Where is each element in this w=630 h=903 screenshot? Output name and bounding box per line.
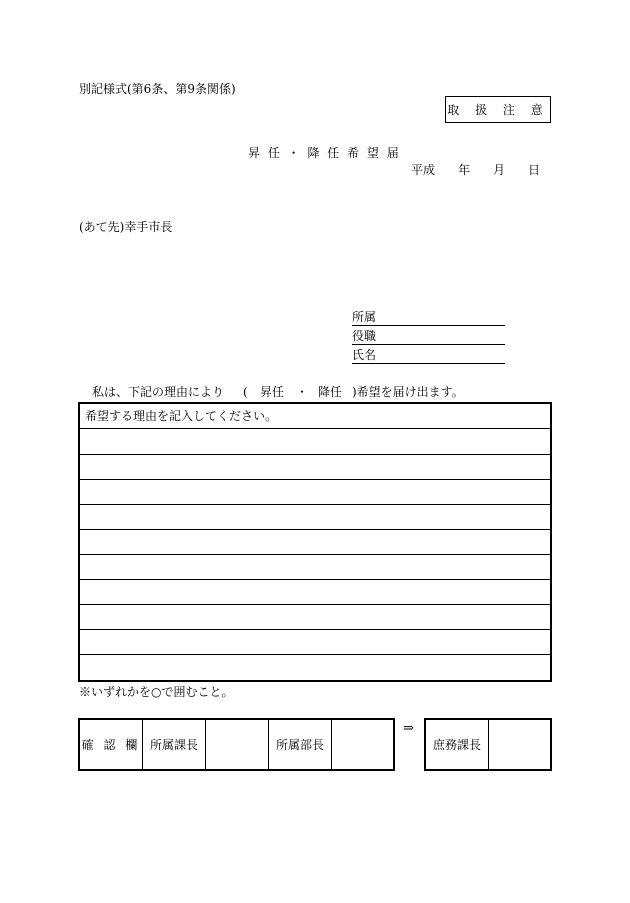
handling-notice-text: 取 扱 注 意 bbox=[447, 103, 549, 117]
reason-table[interactable] bbox=[78, 402, 552, 682]
general-affairs-label-cell bbox=[426, 720, 489, 769]
general-affairs-table bbox=[424, 718, 552, 771]
reason-line bbox=[80, 629, 550, 630]
statement-dot: ・ bbox=[296, 385, 309, 399]
addressee: (あて先)幸手市長 bbox=[79, 220, 173, 234]
general-affairs-label: 庶務課長 bbox=[432, 738, 481, 752]
reason-line bbox=[80, 554, 550, 555]
statement-open-paren: ( bbox=[243, 385, 248, 399]
reason-line bbox=[80, 454, 550, 455]
position-field[interactable] bbox=[352, 330, 505, 345]
statement-demotion[interactable]: 降任 bbox=[318, 385, 343, 399]
section-chief-stamp-cell[interactable] bbox=[206, 720, 269, 769]
date-era: 平成 bbox=[411, 163, 436, 177]
reason-line bbox=[80, 604, 550, 605]
date-day: 日 bbox=[528, 163, 541, 177]
confirm-label-cell bbox=[80, 720, 143, 769]
reason-line bbox=[80, 479, 550, 480]
name-label: 氏名 bbox=[352, 348, 377, 362]
date-month: 月 bbox=[493, 163, 506, 177]
reason-line bbox=[80, 529, 550, 530]
statement-prefix: 私は、下記の理由により bbox=[92, 385, 225, 399]
dept-head-stamp-cell[interactable] bbox=[332, 720, 393, 769]
confirm-label: 確 認 欄 bbox=[81, 738, 141, 752]
dept-head-label-cell bbox=[269, 720, 332, 769]
affiliation-label: 所属 bbox=[352, 310, 377, 324]
section-chief-label-cell bbox=[143, 720, 206, 769]
statement-suffix: )希望を届け出ます。 bbox=[352, 385, 464, 399]
reason-header: 希望する理由を記入してください。 bbox=[80, 404, 550, 429]
arrow-icon: ⇒ bbox=[403, 721, 414, 736]
handling-notice-box bbox=[445, 96, 551, 123]
general-affairs-stamp-cell[interactable] bbox=[489, 720, 550, 769]
approval-table bbox=[78, 718, 395, 771]
section-chief-label: 所属課長 bbox=[149, 738, 198, 752]
reason-line bbox=[80, 504, 550, 505]
dept-head-label: 所属部長 bbox=[275, 738, 324, 752]
name-field[interactable] bbox=[352, 349, 505, 364]
statement-promotion[interactable]: 昇任 bbox=[260, 385, 285, 399]
reason-line bbox=[80, 654, 550, 655]
affiliation-field[interactable] bbox=[352, 311, 505, 326]
date-year: 年 bbox=[458, 163, 471, 177]
position-label: 役職 bbox=[352, 329, 377, 343]
form-reference: 別記様式(第6条、第9条関係) bbox=[79, 82, 236, 96]
circle-note: ※いずれかを○で囲むこと。 bbox=[79, 685, 234, 699]
form-title: 昇 任 ・ 降 任 希 望 届 bbox=[248, 146, 401, 160]
reason-line bbox=[80, 579, 550, 580]
